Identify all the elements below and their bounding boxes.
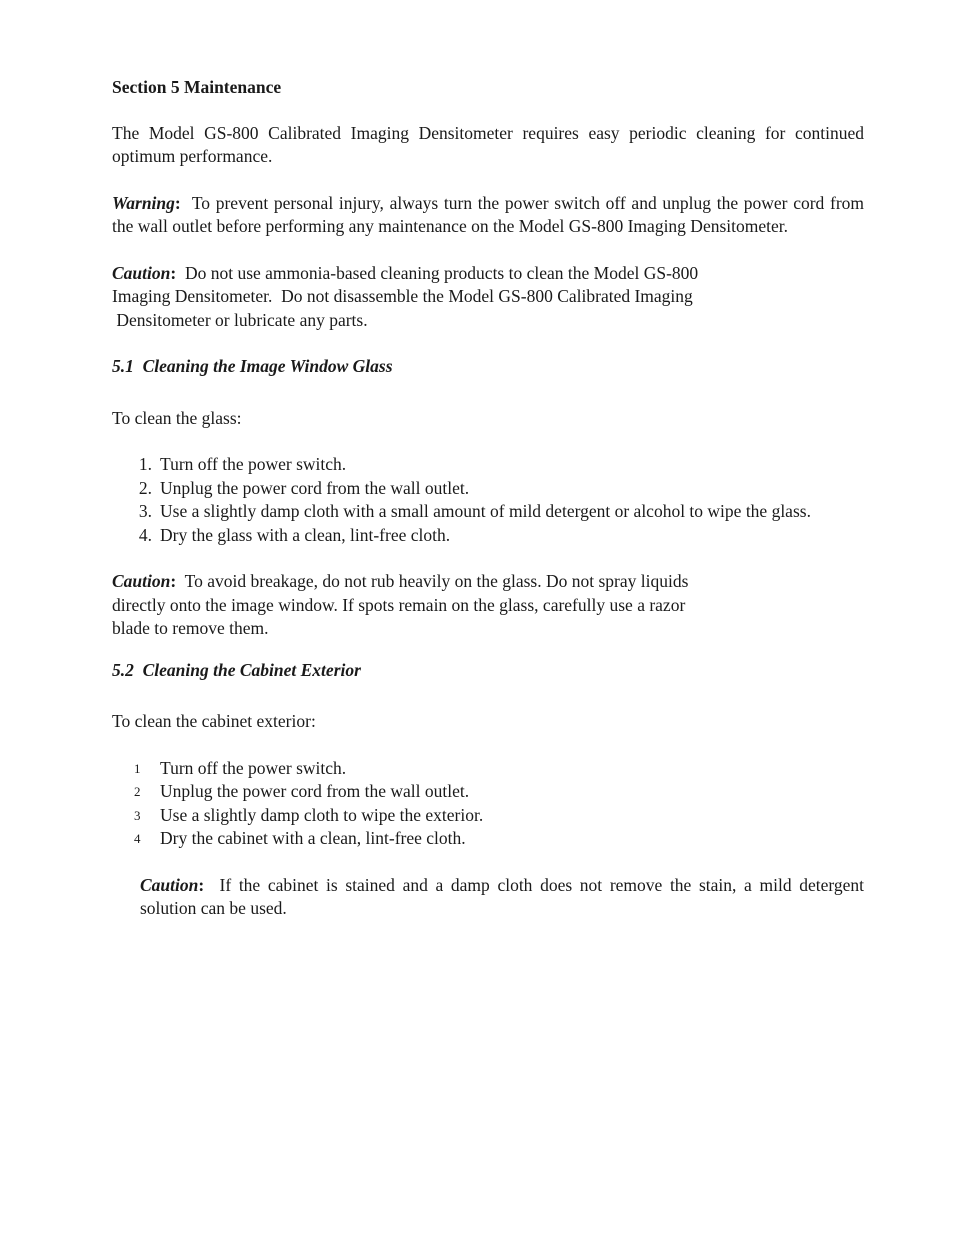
list-item bbox=[112, 453, 864, 477]
subsection-5-2-title: 5.2 Cleaning the Cabinet Exterior bbox=[112, 659, 361, 680]
caution-1-label: Caution bbox=[112, 262, 171, 283]
caution-3-text: If the cabinet is stained and a damp cloth does not remove the stain, a mild detergent solution can be used. bbox=[140, 874, 865, 918]
step-text: Turn off the power switch. bbox=[160, 757, 347, 778]
list-item bbox=[112, 827, 864, 851]
caution-3-colon: : bbox=[198, 874, 205, 895]
list-item bbox=[112, 477, 864, 501]
list-item bbox=[112, 780, 864, 804]
step-text: Unplug the power cord from the wall outlet. bbox=[160, 477, 470, 498]
step-number: 4. bbox=[138, 524, 152, 545]
caution-1-line-1 bbox=[112, 262, 864, 286]
caution-2-text-1: To avoid breakage, do not rub heavily on the glass. Do not spray liquids bbox=[184, 571, 689, 591]
caution-paragraph-3 bbox=[140, 874, 864, 921]
caution-1-line-2: Imaging Densitometer. Do not disassemble the Model GS-800 Calibrated Imaging bbox=[112, 286, 693, 306]
list-item bbox=[112, 524, 864, 548]
caution-paragraph-2 bbox=[112, 570, 864, 641]
section-title: Section 5 Maintenance bbox=[112, 77, 282, 97]
warning-paragraph bbox=[112, 192, 864, 239]
warning-colon: : bbox=[174, 192, 181, 213]
subsection-5-2-lead: To clean the cabinet exterior: bbox=[112, 711, 316, 731]
step-text: Dry the glass with a clean, lint-free cloth. bbox=[160, 524, 451, 545]
list-item bbox=[112, 804, 864, 828]
warning-label: Warning bbox=[112, 192, 175, 213]
cabinet-steps-list bbox=[112, 757, 864, 851]
subsection-5-1-lead: To clean the glass: bbox=[112, 407, 242, 428]
intro-paragraph: The Model GS-800 Calibrated Imaging Densitometer requires easy periodic cleaning for continued optimum performance. bbox=[112, 122, 864, 166]
step-text: Dry the cabinet with a clean, lint-free cloth. bbox=[160, 828, 466, 848]
step-text: Use a slightly damp cloth with a small amount of mild detergent or alcohol to wipe the glass. bbox=[160, 501, 811, 521]
step-number: 3. bbox=[138, 501, 152, 521]
step-text: Turn off the power switch. bbox=[160, 454, 347, 474]
caution-3-label: Caution bbox=[140, 874, 199, 895]
document-page bbox=[112, 76, 864, 921]
step-number: 4 bbox=[134, 831, 141, 846]
caution-2-label: Caution bbox=[112, 571, 171, 591]
step-number: 1 bbox=[134, 760, 141, 776]
step-number: 2. bbox=[138, 477, 152, 498]
caution-2-line-3: blade to remove them. bbox=[112, 618, 269, 638]
step-number: 3 bbox=[134, 807, 141, 823]
step-number: 2 bbox=[134, 784, 141, 799]
list-item bbox=[112, 757, 864, 781]
caution-paragraph-1 bbox=[112, 262, 864, 333]
caution-1-colon: : bbox=[170, 262, 177, 283]
glass-steps-list bbox=[112, 453, 864, 547]
caution-1-line-3: Densitometer or lubricate any parts. bbox=[112, 309, 368, 330]
step-text: Use a slightly damp cloth to wipe the exterior. bbox=[160, 804, 484, 825]
caution-2-line-2: directly onto the image window. If spots remain on the glass, carefully use a razor bbox=[112, 594, 686, 615]
warning-text: To prevent personal injury, always turn the power switch off and unplug the power cord from the wall outlet before performing any maintenance on the Model GS-800 Imaging Densitometer. bbox=[112, 192, 865, 236]
caution-2-line-1 bbox=[112, 570, 864, 594]
caution-2-colon: : bbox=[170, 571, 177, 591]
step-text: Unplug the power cord from the wall outlet. bbox=[160, 781, 470, 801]
subsection-5-1-title: 5.1 Cleaning the Image Window Glass bbox=[112, 356, 393, 376]
step-number: 1. bbox=[138, 454, 152, 474]
caution-1-text-1: Do not use ammonia-based cleaning products to clean the Model GS-800 bbox=[184, 262, 699, 283]
list-item bbox=[112, 500, 864, 524]
